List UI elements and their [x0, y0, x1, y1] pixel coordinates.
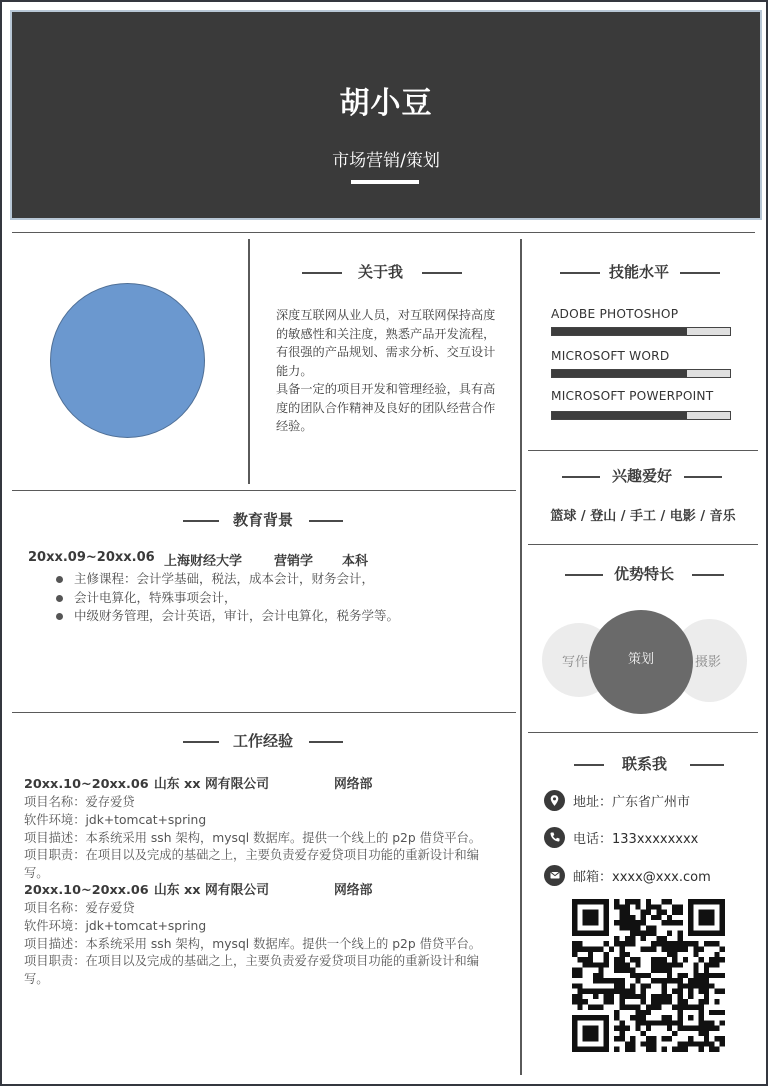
header-banner [10, 10, 762, 220]
job-period: 20xx.10~20xx.06 [24, 777, 149, 792]
skill-bar [551, 411, 731, 420]
education-major: 营销学 [274, 554, 314, 569]
title-underline [351, 180, 419, 184]
job-line: 软件环境：jdk+tomcat+spring [24, 812, 207, 827]
list-item: 中级财务管理，会计英语，审计，会计电算化，税务学等。 [54, 607, 494, 626]
candidate-name: 胡小豆 [339, 86, 433, 121]
divider [520, 239, 522, 1075]
hobbies-title: 兴趣爱好 [612, 467, 673, 485]
skills-title: 技能水平 [609, 263, 670, 281]
skill-name: MICROSOFT WORD [551, 349, 670, 363]
education-courses [54, 570, 494, 626]
about-text [276, 306, 496, 436]
divider [528, 544, 758, 545]
job-line: 项目描述：本系统采用 ssh 架构，mysql 数据库。提供一个线上的 p2p 借贷平台。 [24, 936, 482, 951]
title-dash [422, 272, 462, 274]
education-period: 20xx.09~20xx.06 [28, 550, 155, 565]
education-degree: 本科 [342, 554, 369, 569]
job-line: 项目职责：在项目以及完成的基础之上，主要负责爱存爱贷项目功能的重新设计和编写。 [24, 848, 479, 881]
contact-address-text: 地址：广东省广州市 [573, 794, 691, 810]
job-line: 项目名称：爱存爱贷 [24, 795, 135, 809]
education-title: 教育背景 [233, 511, 294, 529]
strength-label: 策划 [627, 652, 654, 667]
divider [528, 450, 758, 451]
list-item: 会计电算化，特殊事项会计， [54, 589, 494, 608]
job-company: 山东 xx 网有限公司 [154, 883, 269, 898]
skill-bar [551, 327, 731, 336]
job-header [24, 776, 494, 794]
title-dash [309, 741, 343, 743]
divider [248, 239, 250, 484]
title-dash [562, 476, 600, 478]
strength-label: 写作 [562, 654, 589, 670]
list-item: 主修课程：会计学基础，税法，成本会计，财务会计， [54, 570, 494, 589]
title-dash [309, 520, 343, 522]
job-header [24, 882, 494, 900]
job-line: 项目名称：爱存爱贷 [24, 901, 135, 915]
job-line: 项目职责：在项目以及完成的基础之上，主要负责爱存爱贷项目功能的重新设计和编写。 [24, 954, 479, 987]
work-title: 工作经验 [233, 732, 294, 750]
skill-level [552, 370, 687, 377]
avatar [50, 283, 205, 438]
strength-label: 摄影 [694, 655, 721, 670]
contact-address [544, 789, 690, 811]
job-dept: 网络部 [334, 883, 373, 898]
divider [12, 712, 516, 713]
hobbies-list: 篮球 / 登山 / 手工 / 电影 / 音乐 [550, 509, 736, 524]
divider [12, 232, 755, 233]
education-school: 上海财经大学 [164, 554, 243, 569]
title-dash [183, 520, 219, 522]
job-dept: 网络部 [334, 777, 373, 792]
title-dash [574, 764, 604, 766]
about-paragraph: 深度互联网从业人员，对互联网保持高度的敏感性和关注度，熟悉产品开发流程，有很强的产品规划、需求分析、交互设计能力。 [276, 308, 496, 378]
contact-email [544, 864, 711, 886]
skill-name: MICROSOFT POWERPOINT [551, 389, 714, 403]
mail-icon [544, 865, 565, 886]
title-dash [680, 272, 720, 274]
title-dash [183, 741, 219, 743]
job-entry [24, 882, 494, 989]
skill-name: ADOBE PHOTOSHOP [551, 307, 679, 321]
title-dash [560, 272, 600, 274]
contact-title: 联系我 [622, 755, 668, 773]
title-dash [692, 574, 724, 576]
qr-code [572, 899, 725, 1052]
divider [528, 732, 758, 733]
about-paragraph: 具备一定的项目开发和管理经验，具有高度的团队合作精神及良好的团队经营合作经验。 [276, 382, 496, 433]
location-icon [544, 790, 565, 811]
strength-circle [589, 610, 693, 714]
contact-phone-text: 电话：133xxxxxxxx [573, 831, 699, 847]
skill-bar [551, 369, 731, 378]
job-company: 山东 xx 网有限公司 [154, 777, 269, 792]
skill-level [552, 412, 687, 419]
divider [12, 490, 516, 491]
title-dash [302, 272, 342, 274]
about-title: 关于我 [358, 263, 404, 281]
job-line: 软件环境：jdk+tomcat+spring [24, 918, 207, 933]
contact-phone [544, 826, 698, 848]
candidate-role: 市场营销/策划 [332, 151, 440, 171]
job-period: 20xx.10~20xx.06 [24, 883, 149, 898]
title-dash [684, 476, 722, 478]
strengths-title: 优势特长 [614, 565, 675, 583]
job-entry [24, 776, 494, 883]
title-dash [690, 764, 724, 766]
title-dash [565, 574, 603, 576]
phone-icon [544, 827, 565, 848]
skill-level [552, 328, 687, 335]
job-line: 项目描述：本系统采用 ssh 架构，mysql 数据库。提供一个线上的 p2p 借贷平台。 [24, 830, 482, 845]
contact-email-text: 邮箱：xxxx@xxx.com [573, 869, 711, 885]
